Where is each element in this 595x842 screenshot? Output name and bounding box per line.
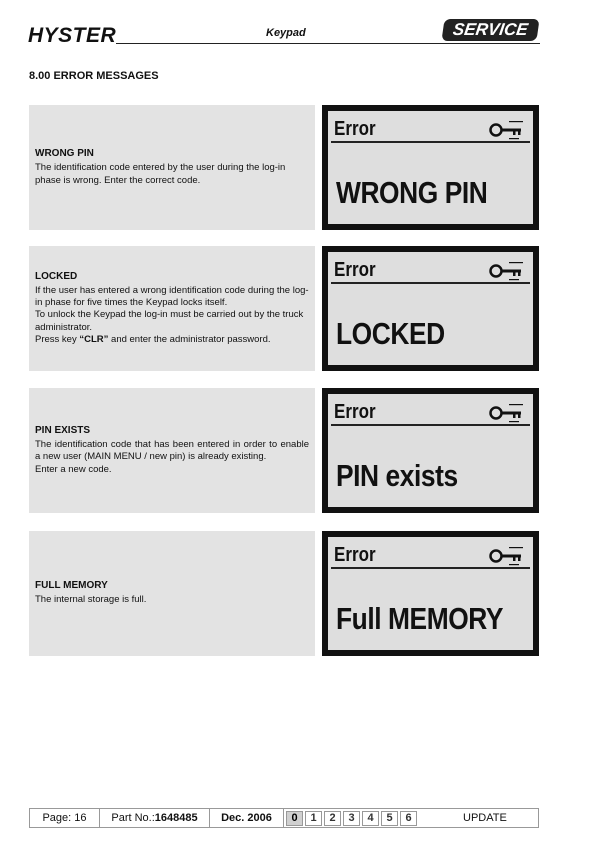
page-footer — [29, 808, 539, 828]
lcd-header: Error — [334, 118, 376, 140]
part-number: 1648485 — [154, 812, 198, 824]
message-body — [35, 439, 309, 476]
lcd-message: Full MEMORY — [336, 601, 504, 636]
error-row-pin-exists — [29, 388, 539, 513]
revision-boxes — [284, 809, 417, 827]
message-title: WRONG PIN — [35, 148, 94, 160]
lcd-message: PIN exists — [336, 458, 458, 493]
error-row-full-memory — [29, 531, 539, 656]
revision-box: 4 — [362, 811, 379, 826]
lcd-message: LOCKED — [336, 316, 445, 351]
clr-key-label: “CLR” — [79, 333, 109, 345]
revision-box: 1 — [305, 811, 322, 826]
section-title: 8.00 ERROR MESSAGES — [29, 70, 159, 82]
keypad-display — [322, 531, 539, 656]
service-badge: SERVICE — [442, 19, 540, 41]
lcd-header: Error — [334, 401, 376, 423]
message-description — [29, 246, 315, 371]
part-number-cell — [100, 809, 210, 827]
error-row-locked — [29, 246, 539, 371]
press-text: Press key — [35, 333, 80, 345]
lcd-divider — [331, 141, 530, 143]
lcd-message: WRONG PIN — [336, 175, 488, 210]
message-body — [35, 285, 309, 346]
message-description — [29, 105, 315, 230]
lcd-header: Error — [334, 544, 376, 566]
message-paragraph: To unlock the Keypad the log-in must be carried out by the truck administrator. — [35, 309, 304, 333]
page-header — [28, 20, 540, 46]
lcd-screen — [328, 252, 533, 365]
revision-box: 5 — [381, 811, 398, 826]
revision-box: 3 — [343, 811, 360, 826]
message-paragraph: The internal storage is full. — [35, 594, 147, 606]
message-paragraph: Enter a new code. — [35, 463, 112, 475]
message-paragraph: If the user has entered a wrong identification code during the log-in phase for five times the Keypad locks itself. — [35, 284, 309, 309]
key-icon — [489, 545, 525, 567]
message-paragraph: The identification code entered by the user during the log-in phase is wrong. Enter the correct code. — [35, 162, 286, 186]
keypad-display — [322, 388, 539, 513]
update-label: UPDATE — [463, 812, 507, 824]
lcd-header: Error — [334, 259, 376, 281]
lcd-screen — [328, 394, 533, 507]
keypad-display — [322, 105, 539, 230]
header-title: Keypad — [266, 27, 306, 39]
message-body — [35, 162, 309, 187]
key-icon — [489, 260, 525, 282]
message-description — [29, 531, 315, 656]
error-row-wrong-pin — [29, 105, 539, 230]
hyster-logo: HYSTER — [28, 24, 117, 47]
message-paragraph: The identification code that has been entered in order to enable a new user (MAIN MENU / new pin) is already existing. — [35, 439, 309, 463]
message-body — [35, 594, 309, 606]
lcd-divider — [331, 567, 530, 569]
revision-box: 0 — [286, 811, 303, 826]
message-paragraph — [35, 334, 309, 346]
revision-box: 2 — [324, 811, 341, 826]
key-icon — [489, 402, 525, 424]
message-description — [29, 388, 315, 513]
message-title: LOCKED — [35, 270, 78, 282]
part-number-label: Part No.: — [111, 812, 155, 824]
message-title: PIN EXISTS — [35, 425, 91, 437]
revision-box: 6 — [400, 811, 417, 826]
lcd-screen — [328, 537, 533, 650]
key-icon — [489, 119, 525, 141]
message-title: FULL MEMORY — [35, 580, 108, 592]
lcd-divider — [331, 424, 530, 426]
press-text-after: and enter the administrator password. — [108, 333, 271, 345]
lcd-divider — [331, 282, 530, 284]
lcd-screen — [328, 111, 533, 224]
issue-date: Dec. 2006 — [210, 809, 284, 827]
page-number: Page: 16 — [30, 809, 100, 827]
header-rule — [116, 43, 540, 44]
keypad-display — [322, 246, 539, 371]
